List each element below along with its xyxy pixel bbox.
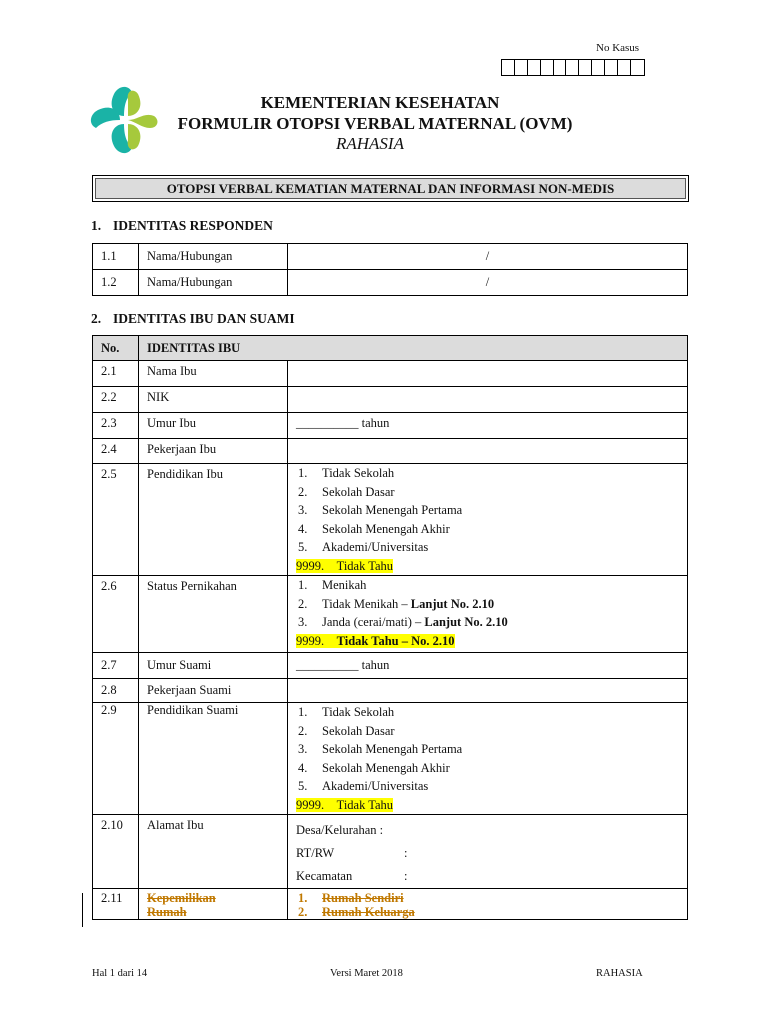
- case-digit-box[interactable]: [592, 60, 605, 75]
- case-number-label: No Kasus: [596, 42, 640, 54]
- case-digit-box[interactable]: [528, 60, 541, 75]
- row-label: Status Pernikahan: [139, 576, 288, 653]
- mother-occupation-field[interactable]: [288, 439, 688, 464]
- row-label: Nama/Hubungan: [139, 270, 288, 296]
- address-fields: [288, 815, 688, 889]
- option-dont-know[interactable]: 9999. Tidak Tahu: [296, 797, 394, 812]
- case-digit-box[interactable]: [502, 60, 515, 75]
- case-digit-box[interactable]: [566, 60, 579, 75]
- row-number: 2.8: [93, 679, 139, 703]
- header-no: No.: [93, 336, 139, 361]
- section-banner: [92, 175, 689, 202]
- option-item[interactable]: 3. Sekolah Menengah Pertama: [298, 742, 463, 756]
- header-title: IDENTITAS IBU: [139, 336, 688, 361]
- table-row: [93, 244, 688, 270]
- row-label: Pekerjaan Suami: [139, 679, 288, 703]
- revision-bar: [82, 893, 83, 927]
- row-number: 2.1: [93, 361, 139, 387]
- option-item[interactable]: 5. Akademi/Universitas: [298, 540, 429, 554]
- option-item[interactable]: 1. Menikah: [298, 578, 367, 592]
- row-number: 2.10: [93, 815, 139, 889]
- case-digit-box[interactable]: [605, 60, 618, 75]
- section-number: 2.: [91, 311, 102, 326]
- house-ownership-options: [288, 889, 688, 920]
- marital-status-options: [288, 576, 688, 653]
- option-item[interactable]: 1. Tidak Sekolah: [298, 705, 395, 719]
- section-title-text: IDENTITAS RESPONDEN: [113, 218, 273, 233]
- case-digit-box[interactable]: [631, 60, 644, 75]
- option-item[interactable]: 2. Rumah Keluarga: [298, 905, 415, 919]
- table-row: [93, 576, 688, 653]
- row-number: 2.9: [93, 703, 139, 815]
- row-label: Pendidikan Suami: [139, 703, 288, 815]
- page-number: Hal 1 dari 14: [92, 968, 148, 979]
- option-item[interactable]: 4. Sekolah Menengah Akhir: [298, 760, 450, 775]
- form-title: FORMULIR OTOPSI VERBAL MATERNAL (OVM): [177, 114, 573, 133]
- row-number: 1.2: [93, 270, 139, 296]
- option-dont-know[interactable]: 9999. Tidak Tahu – No. 2.10: [296, 633, 455, 648]
- footer-confidential: RAHASIA: [596, 968, 643, 979]
- table-row: [93, 815, 688, 889]
- row-label: Alamat Ibu: [139, 815, 288, 889]
- table-row: [93, 703, 688, 815]
- row-number: 2.4: [93, 439, 139, 464]
- case-digit-box[interactable]: [579, 60, 592, 75]
- option-item[interactable]: 5. Akademi/Universitas: [298, 779, 429, 793]
- section-number: 1.: [91, 218, 102, 233]
- row-label: Nama Ibu: [139, 361, 288, 387]
- option-item[interactable]: 2. Sekolah Dasar: [298, 723, 395, 738]
- row-label: Pekerjaan Ibu: [139, 439, 288, 464]
- version-label: Versi Maret 2018: [330, 968, 403, 979]
- option-item[interactable]: 3. Sekolah Menengah Pertama: [298, 503, 463, 517]
- section-title-text: IDENTITAS IBU DAN SUAMI: [113, 311, 295, 326]
- mother-name-field[interactable]: [288, 361, 688, 387]
- table-row: [93, 413, 688, 439]
- section-1-title: [91, 218, 273, 234]
- husband-age-field[interactable]: __________ tahun: [288, 653, 688, 679]
- row-label: Umur Ibu: [139, 413, 288, 439]
- case-digit-box[interactable]: [515, 60, 528, 75]
- option-item[interactable]: 2. Tidak Menikah – Lanjut No. 2.10: [298, 596, 495, 611]
- case-number-boxes[interactable]: [501, 59, 645, 76]
- option-item[interactable]: 1. Tidak Sekolah: [298, 466, 395, 480]
- row-label: Pendidikan Ibu: [139, 464, 288, 576]
- row-label: Nama/Hubungan: [139, 244, 288, 270]
- row-number: 2.7: [93, 653, 139, 679]
- row-number: 2.6: [93, 576, 139, 653]
- mother-education-options: [288, 464, 688, 576]
- rt-rw-field[interactable]: RT/RW :: [296, 846, 408, 860]
- table-row: [93, 361, 688, 387]
- table-header-row: [93, 336, 688, 361]
- row-label: NIK: [139, 387, 288, 413]
- section-2-title: [91, 311, 295, 327]
- husband-education-options: [288, 703, 688, 815]
- village-field[interactable]: Desa/Kelurahan :: [296, 823, 384, 837]
- respondent-table: [92, 243, 688, 296]
- option-item[interactable]: 1. Rumah Sendiri: [298, 891, 404, 905]
- row-number: 2.3: [93, 413, 139, 439]
- case-digit-box[interactable]: [554, 60, 567, 75]
- table-row: [93, 464, 688, 576]
- respondent-name-field[interactable]: /: [288, 270, 688, 296]
- mother-age-field[interactable]: __________ tahun: [288, 413, 688, 439]
- row-label: Umur Suami: [139, 653, 288, 679]
- row-number: 2.5: [93, 464, 139, 576]
- row-number: 2.11: [93, 889, 139, 920]
- row-label: Kepemilikan Rumah: [139, 889, 288, 920]
- option-item[interactable]: 2. Sekolah Dasar: [298, 484, 395, 499]
- ministry-title: KEMENTERIAN KESEHATAN: [260, 93, 500, 112]
- row-number: 1.1: [93, 244, 139, 270]
- option-item[interactable]: 3. Janda (cerai/mati) – Lanjut No. 2.10: [298, 615, 508, 629]
- table-row: [93, 679, 688, 703]
- table-row: [93, 270, 688, 296]
- section-banner-text: OTOPSI VERBAL KEMATIAN MATERNAL DAN INFORMASI NON-MEDIS: [95, 178, 686, 199]
- husband-occupation-field[interactable]: [288, 679, 688, 703]
- table-row: [93, 387, 688, 413]
- case-digit-box[interactable]: [541, 60, 554, 75]
- nik-field[interactable]: [288, 387, 688, 413]
- table-row: [93, 889, 688, 920]
- table-row: [93, 653, 688, 679]
- row-number: 2.2: [93, 387, 139, 413]
- district-field[interactable]: Kecamatan :: [296, 869, 408, 883]
- mother-identity-table: [92, 335, 688, 920]
- option-dont-know[interactable]: 9999. Tidak Tahu: [296, 558, 394, 573]
- table-row: [93, 439, 688, 464]
- confidential-label: RAHASIA: [336, 134, 404, 153]
- option-item[interactable]: 4. Sekolah Menengah Akhir: [298, 521, 450, 536]
- respondent-name-field[interactable]: /: [288, 244, 688, 270]
- case-digit-box[interactable]: [618, 60, 631, 75]
